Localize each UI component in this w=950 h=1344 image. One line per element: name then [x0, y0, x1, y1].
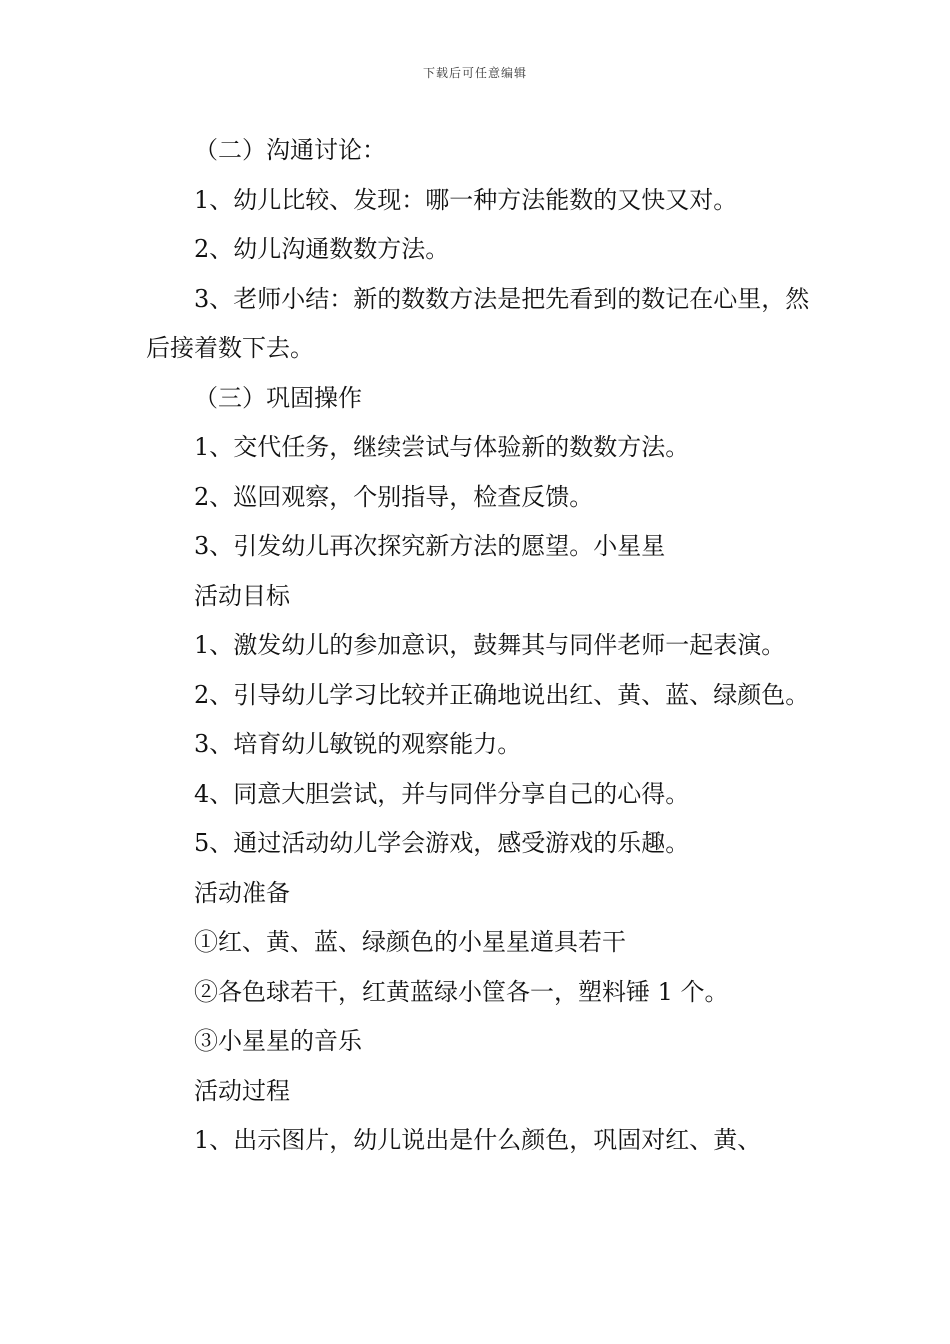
section-heading-preparation: 活动准备 — [194, 878, 290, 907]
paragraph: 4、同意大胆尝试，并与同伴分享自己的心得。 — [194, 779, 690, 808]
paragraph: 2、引导幼儿学习比较并正确地说出红、黄、蓝、绿颜色。 — [194, 680, 810, 709]
section-heading-goals: 活动目标 — [194, 581, 290, 610]
paragraph: ①红、黄、蓝、绿颜色的小星星道具若干 — [194, 928, 626, 956]
paragraph: 3、引发幼儿再次探究新方法的愿望。小星星 — [194, 532, 666, 560]
paragraph: ②各色球若干，红黄蓝绿小筐各一，塑料锤 1 个。 — [194, 977, 729, 1006]
paragraph: 5、通过活动幼儿学会游戏，感受游戏的乐趣。 — [194, 829, 690, 857]
paragraph: 3、培育幼儿敏锐的观察能力。 — [194, 730, 522, 758]
section-heading-process: 活动过程 — [194, 1076, 290, 1105]
section-heading-discussion: （二）沟通讨论： — [194, 136, 386, 164]
paragraph: 1、出示图片，幼儿说出是什么颜色，巩固对红、黄、 — [194, 1126, 762, 1154]
page-header: 下载后可任意编辑 — [422, 66, 527, 80]
paragraph: 2、幼儿沟通数数方法。 — [194, 235, 450, 263]
paragraph: 1、激发幼儿的参加意识，鼓舞其与同伴老师一起表演。 — [194, 631, 786, 659]
paragraph: 3、老师小结：新的数数方法是把先看到的数记在心里，然后接着数下去。 — [146, 284, 810, 362]
paragraph: 1、交代任务，继续尝试与体验新的数数方法。 — [194, 433, 690, 461]
paragraph: 1、幼儿比较、发现：哪一种方法能数的又快又对。 — [194, 185, 738, 214]
paragraph: ③小星星的音乐 — [194, 1027, 362, 1055]
section-heading-practice: （三）巩固操作 — [194, 383, 362, 412]
document-body — [146, 126, 821, 1166]
paragraph: 2、巡回观察，个别指导，检查反馈。 — [194, 482, 594, 511]
